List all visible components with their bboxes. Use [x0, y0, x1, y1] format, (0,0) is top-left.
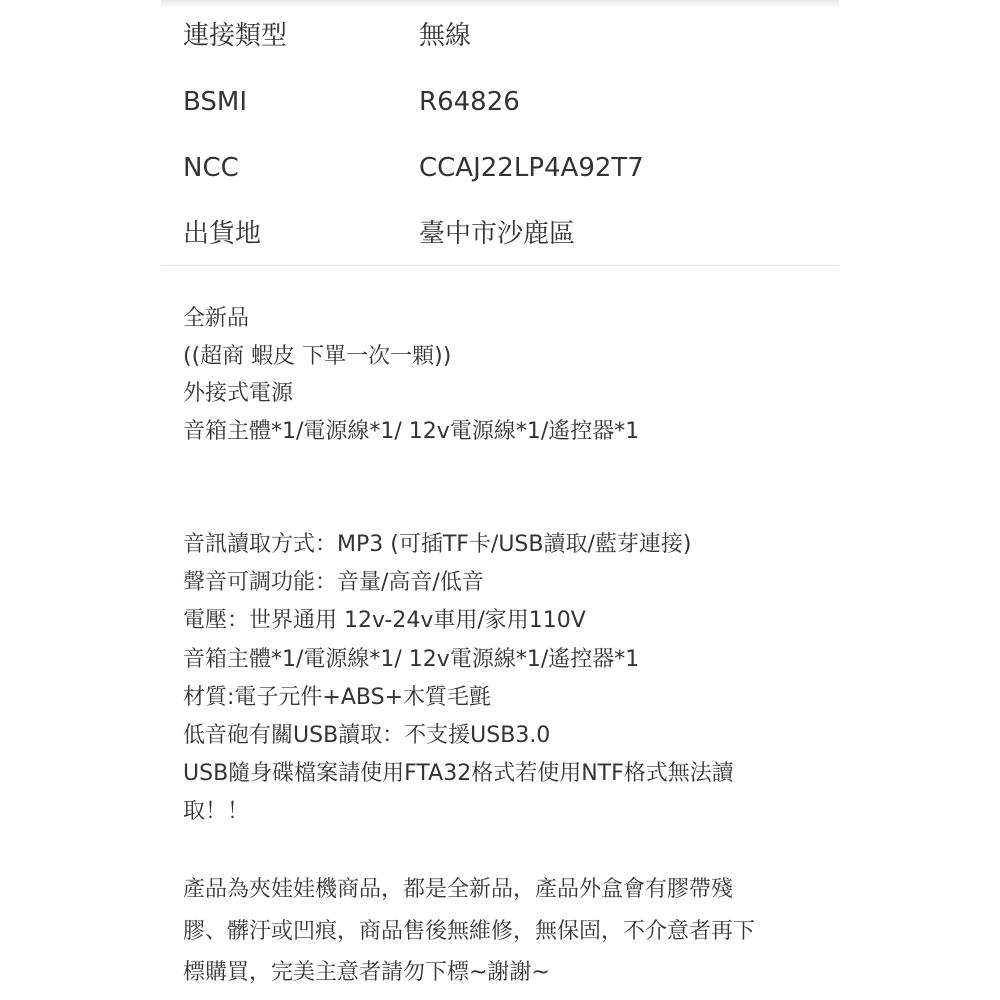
description-line: 全新品 [183, 306, 250, 331]
description-line: 產品為夾娃娃機商品，都是全新品，產品外盒會有膠帶殘 [183, 877, 734, 902]
spec-label: BSMI [183, 87, 247, 117]
spec-label: 出貨地 [183, 219, 262, 249]
spec-value: CCAJ22LP4A92T7 [419, 153, 644, 183]
description-line: 取！！ [183, 799, 250, 825]
description-line: 外接式電源 [183, 381, 294, 406]
spec-row-ship-from [161, 217, 839, 283]
description-line: 電壓：世界通用 12v-24v車用/家用110V [183, 608, 586, 634]
description-line: ((超商 蝦皮 下單一次一顆)) [183, 343, 452, 369]
spec-row-ncc [161, 151, 839, 217]
description-line: 標購買，完美主意者請勿下標~謝謝~ [183, 960, 550, 985]
description-line: 低音砲有關USB讀取：不支援USB3.0 [183, 722, 551, 748]
spec-value: 臺中市沙鹿區 [419, 219, 576, 249]
description-line: 膠、髒汙或凹痕，商品售後無維修，無保固，不介意者再下 [183, 918, 756, 944]
section-divider [161, 265, 839, 266]
description-line: 聲音可調功能：音量/高音/低音 [183, 570, 484, 596]
spec-row-connection-type [161, 19, 839, 85]
spec-row-bsmi [161, 85, 839, 151]
description-line: 音箱主體*1/電源線*1/ 12v電源線*1/遙控器*1 [183, 646, 640, 672]
spec-value: 無線 [419, 21, 472, 51]
description-line: 材質:電子元件+ABS+木質毛氈 [183, 684, 492, 710]
description-line: 音訊讀取方式：MP3 (可插TF卡/USB讀取/藍芽連接) [183, 532, 692, 557]
description-block-notice [183, 873, 823, 998]
description-line: 音箱主體*1/電源線*1/ 12v電源線*1/遙控器*1 [183, 418, 640, 444]
description-block-basic [183, 302, 823, 452]
top-shadow [161, 0, 839, 8]
spec-label: 連接類型 [183, 21, 288, 51]
description-line: USB隨身碟檔案請使用FTA32格式若使用NTF格式無法讀 [183, 761, 734, 787]
spec-value: R64826 [419, 87, 520, 117]
description-block-specs [183, 528, 823, 834]
spec-label: NCC [183, 153, 239, 183]
